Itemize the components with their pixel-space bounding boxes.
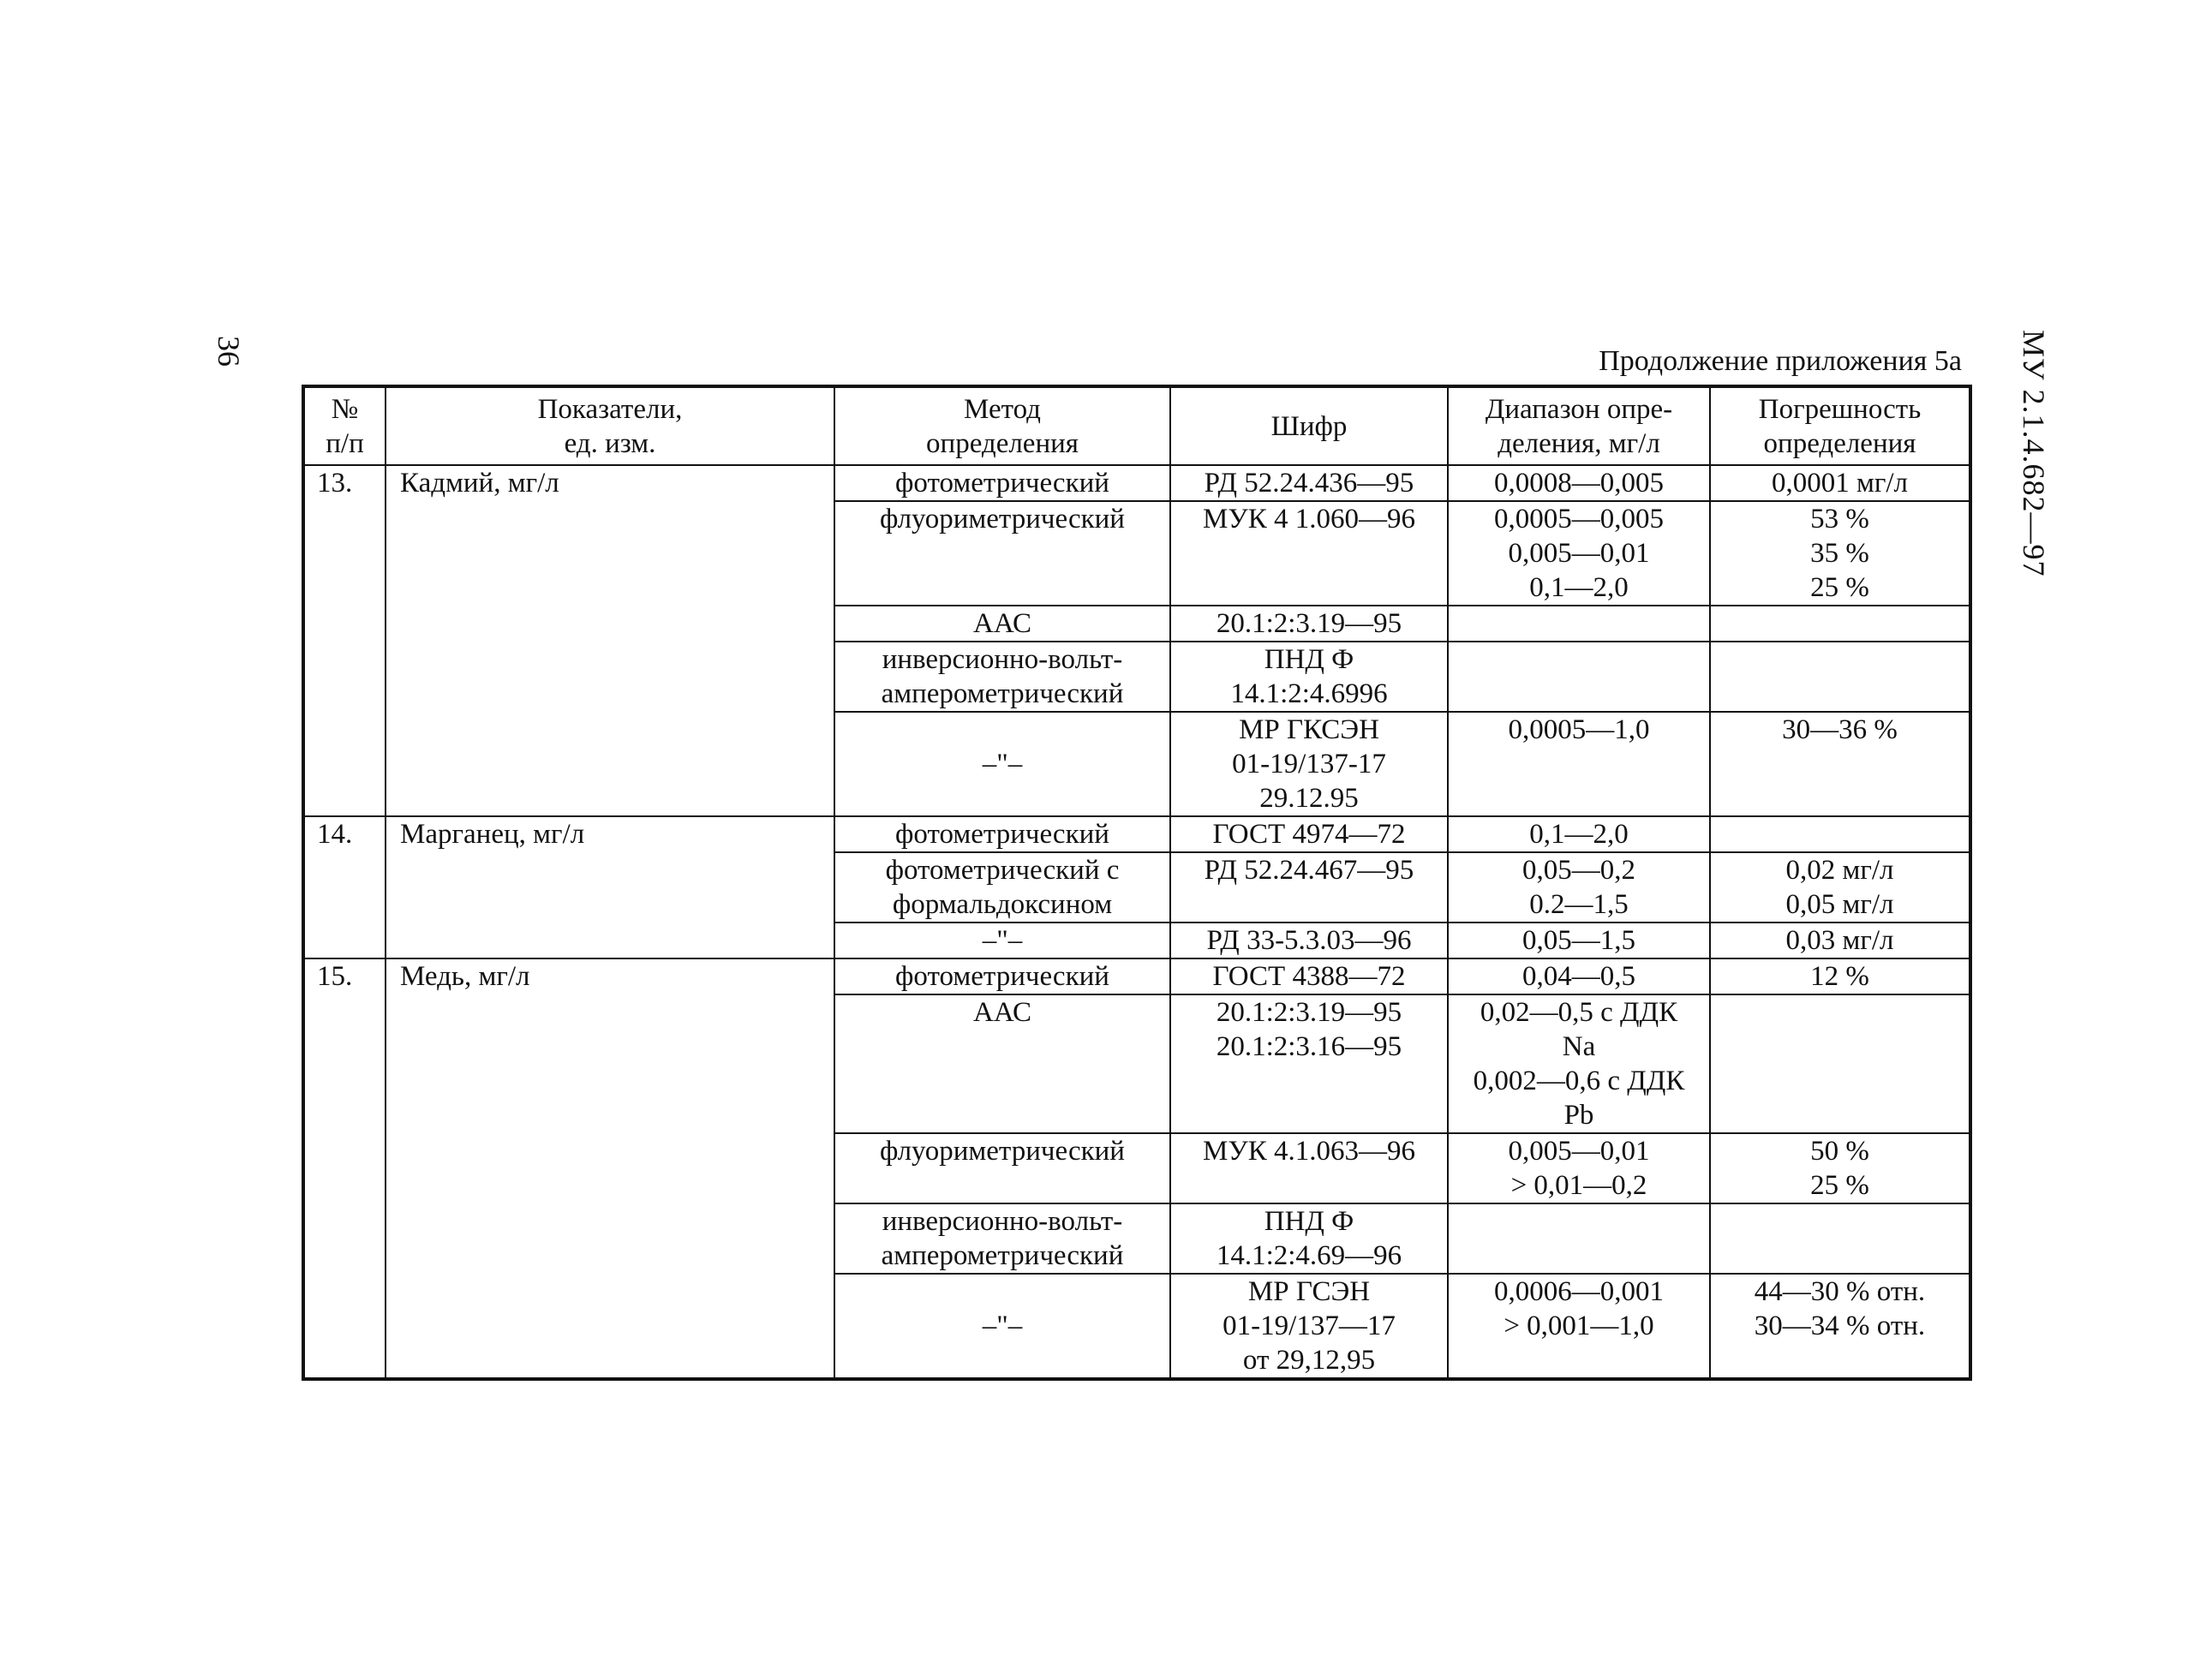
table-header-row: [303, 386, 1970, 465]
indicator-name: Марганец, мг/л: [386, 816, 834, 958]
page-number: 36: [212, 336, 246, 367]
code-cell: ГОСТ 4388—72: [1170, 958, 1448, 994]
row-number: 13.: [303, 465, 386, 816]
method-cell: флуориметрический: [834, 501, 1170, 606]
error-cell: 30—36 %: [1710, 712, 1970, 816]
error-cell: 0,0001 мг/л: [1710, 465, 1970, 501]
methods-table: [302, 385, 1972, 1381]
table-row: [303, 465, 1970, 501]
method-cell: фотометрический с формальдоксином: [834, 852, 1170, 923]
error-cell: [1710, 606, 1970, 642]
code-cell: РД 33-5.3.03—96: [1170, 923, 1448, 958]
range-cell: 0,1—2,0: [1448, 816, 1710, 852]
error-cell: 12 %: [1710, 958, 1970, 994]
indicator-name: Медь, мг/л: [386, 958, 834, 1379]
code-cell: РД 52.24.436—95: [1170, 465, 1448, 501]
error-cell: 44—30 % отн. 30—34 % отн.: [1710, 1274, 1970, 1379]
range-cell: 0,05—1,5: [1448, 923, 1710, 958]
table-row: [303, 816, 1970, 852]
range-cell: [1448, 642, 1710, 712]
error-cell: [1710, 1203, 1970, 1274]
method-cell: ААС: [834, 606, 1170, 642]
range-cell: 0,0005—1,0: [1448, 712, 1710, 816]
table-row: [303, 958, 1970, 994]
code-cell: МР ГСЭН 01-19/137—17 от 29,12,95: [1170, 1274, 1448, 1379]
code-cell: 20.1:2:3.19—95 20.1:2:3.16—95: [1170, 994, 1448, 1133]
range-cell: 0,04—0,5: [1448, 958, 1710, 994]
range-cell: 0,0008—0,005: [1448, 465, 1710, 501]
indicator-name: Кадмий, мг/л: [386, 465, 834, 816]
header-method: Метод определения: [834, 386, 1170, 465]
error-cell: 0,03 мг/л: [1710, 923, 1970, 958]
method-cell: инверсионно-вольт- амперометрический: [834, 1203, 1170, 1274]
code-cell: ПНД Ф 14.1:2:4.69—96: [1170, 1203, 1448, 1274]
header-error: Погрешность определения: [1710, 386, 1970, 465]
method-cell: фотометрический: [834, 465, 1170, 501]
range-cell: 0,0005—0,005 0,005—0,01 0,1—2,0: [1448, 501, 1710, 606]
range-cell: 0,05—0,2 0.2—1,5: [1448, 852, 1710, 923]
error-cell: 50 % 25 %: [1710, 1133, 1970, 1203]
method-cell: ААС: [834, 994, 1170, 1133]
method-cell: флуориметрический: [834, 1133, 1170, 1203]
code-cell: 20.1:2:3.19—95: [1170, 606, 1448, 642]
header-indicator: Показатели, ед. изм.: [386, 386, 834, 465]
method-cell: фотометрический: [834, 958, 1170, 994]
code-cell: ГОСТ 4974—72: [1170, 816, 1448, 852]
range-cell: 0,02—0,5 с ДДК Na 0,002—0,6 с ДДК Pb: [1448, 994, 1710, 1133]
document-code: МУ 2.1.4.682—97: [2017, 330, 2051, 577]
range-cell: [1448, 1203, 1710, 1274]
range-cell: 0,0006—0,001 > 0,001—1,0: [1448, 1274, 1710, 1379]
error-cell: 0,02 мг/л 0,05 мг/л: [1710, 852, 1970, 923]
header-num: № п/п: [303, 386, 386, 465]
code-cell: РД 52.24.467—95: [1170, 852, 1448, 923]
method-cell: инверсионно-вольт- амперометрический: [834, 642, 1170, 712]
header-range: Диапазон опре- деления, мг/л: [1448, 386, 1710, 465]
method-cell: фотометрический: [834, 816, 1170, 852]
range-cell: [1448, 606, 1710, 642]
row-number: 14.: [303, 816, 386, 958]
method-cell: –"–: [834, 712, 1170, 816]
range-cell: 0,005—0,01 > 0,01—0,2: [1448, 1133, 1710, 1203]
code-cell: МУК 4.1.063—96: [1170, 1133, 1448, 1203]
row-number: 15.: [303, 958, 386, 1379]
continuation-label: Продолжение приложения 5а: [1599, 345, 1962, 377]
code-cell: МУК 4 1.060—96: [1170, 501, 1448, 606]
method-cell: –"–: [834, 1274, 1170, 1379]
error-cell: [1710, 994, 1970, 1133]
error-cell: [1710, 816, 1970, 852]
error-cell: 53 % 35 % 25 %: [1710, 501, 1970, 606]
code-cell: МР ГКСЭН 01-19/137-17 29.12.95: [1170, 712, 1448, 816]
error-cell: [1710, 642, 1970, 712]
header-code: Шифр: [1170, 386, 1448, 465]
method-cell: –"–: [834, 923, 1170, 958]
code-cell: ПНД Ф 14.1:2:4.6996: [1170, 642, 1448, 712]
